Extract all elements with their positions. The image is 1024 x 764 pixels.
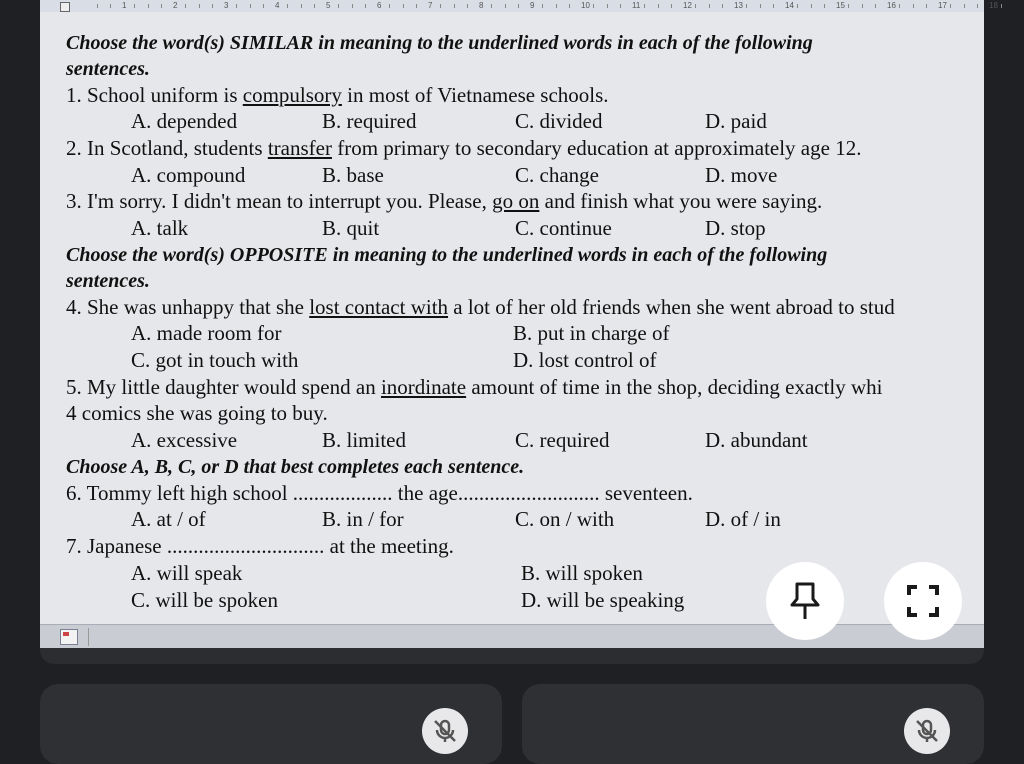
section-heading-opposite: Choose the word(s) OPPOSITE in meaning to the underlined words in each of the following [66, 244, 828, 266]
document-icon[interactable] [60, 629, 78, 645]
ruler-number: 1 [122, 1, 127, 10]
ruler-tick [773, 4, 774, 8]
option-b: B. will spoken [521, 561, 643, 585]
ruler-tick [913, 4, 914, 8]
underlined-word: go on [492, 189, 540, 213]
ruler-tick [1001, 4, 1002, 8]
fullscreen-icon [906, 584, 940, 618]
ruler-tick [263, 4, 264, 8]
ruler-tick [236, 4, 237, 8]
ruler-tick [161, 4, 162, 8]
option-d: D. abundant [705, 428, 808, 452]
ruler-tick [365, 4, 366, 8]
question-text: amount of time in the shop, deciding exactly whi [466, 375, 883, 399]
ruler-tick [899, 4, 900, 8]
pin-icon [788, 581, 822, 621]
indent-marker[interactable] [60, 2, 70, 12]
question-text: 3. I'm sorry. I didn't mean to interrupt you. Please, [66, 189, 493, 213]
ruler-tick [110, 4, 111, 8]
ruler-tick [287, 4, 288, 8]
ruler-tick [950, 4, 951, 8]
question-1 [66, 82, 609, 108]
mic-off-icon [432, 718, 458, 744]
ruler-number: 14 [785, 1, 794, 10]
ruler-tick [250, 4, 251, 8]
ruler-tick [505, 4, 506, 8]
word-status-bar [40, 624, 984, 649]
ruler-tick [352, 4, 353, 8]
ruler-tick [875, 4, 876, 8]
ruler-tick [97, 4, 98, 8]
section-heading-similar-cont: sentences. [66, 58, 150, 80]
pin-button[interactable] [766, 562, 844, 640]
option-c: C. change [515, 163, 599, 187]
ruler-number: 4 [275, 1, 280, 10]
question-text: and finish what you were saying. [539, 189, 823, 213]
ruler-tick [695, 4, 696, 8]
ruler-number: 8 [479, 1, 484, 10]
ruler-number: 7 [428, 1, 433, 10]
ruler-tick [848, 4, 849, 8]
option-a: A. depended [131, 109, 238, 133]
question-2 [66, 135, 861, 161]
ruler-tick [760, 4, 761, 8]
option-d: D. paid [705, 109, 767, 133]
divider [88, 628, 89, 646]
ruler-tick [556, 4, 557, 8]
ruler-tick [518, 4, 519, 8]
ruler-tick [607, 4, 608, 8]
option-d: D. stop [705, 216, 766, 240]
option-a: A. made room for [131, 321, 282, 345]
ruler-tick [709, 4, 710, 8]
ruler-tick [416, 4, 417, 8]
ruler-number: 11 [632, 1, 641, 10]
ruler-number: 18 [989, 1, 998, 10]
participant-tile[interactable] [40, 684, 502, 764]
ruler-number: 5 [326, 1, 331, 10]
question-text: 2. In Scotland, students [66, 136, 268, 160]
option-d: D. lost control of [513, 348, 657, 372]
ruler-tick [199, 4, 200, 8]
option-c: C. continue [515, 216, 612, 240]
ruler-number: 6 [377, 1, 382, 10]
underlined-word: inordinate [380, 375, 467, 399]
mic-off-icon [914, 718, 940, 744]
ruler-tick [491, 4, 492, 8]
ruler-number: 15 [836, 1, 845, 10]
question-text: 5. My little daughter would spend an [66, 375, 381, 399]
question-text: in most of Vietnamese schools. [341, 83, 609, 107]
question-4 [66, 294, 895, 320]
question-text: a lot of her old friends when she went abroad to stud [448, 295, 895, 319]
option-a: A. excessive [131, 428, 238, 452]
ruler-tick [671, 4, 672, 8]
section-heading-similar: Choose the word(s) SIMILAR in meaning to the underlined words in each of the following [66, 32, 813, 54]
option-b: B. required [322, 109, 417, 133]
option-d: D. will be speaking [521, 588, 685, 612]
ruler-tick [824, 4, 825, 8]
ruler-number: 2 [173, 1, 178, 10]
question-5 [66, 374, 883, 400]
ruler-tick [722, 4, 723, 8]
ruler-tick [134, 4, 135, 8]
ruler-number: 17 [938, 1, 947, 10]
shared-screen-frame [40, 648, 984, 664]
document-page [40, 12, 984, 624]
ruler-tick [746, 4, 747, 8]
option-a: A. talk [131, 216, 189, 240]
option-c: C. got in touch with [131, 348, 299, 372]
ruler-tick [569, 4, 570, 8]
option-c: C. on / with [515, 507, 615, 531]
ruler-tick [593, 4, 594, 8]
ruler-tick [454, 4, 455, 8]
section-heading-complete: Choose A, B, C, or D that best completes each sentence. [66, 456, 525, 478]
ruler-number: 3 [224, 1, 229, 10]
option-b: B. base [322, 163, 384, 187]
participant-tile[interactable] [522, 684, 984, 764]
ruler-tick [542, 4, 543, 8]
option-a: A. compound [131, 163, 246, 187]
question-3 [66, 188, 822, 214]
option-b: B. in / for [322, 507, 404, 531]
ruler-tick [620, 4, 621, 8]
option-d: D. of / in [705, 507, 781, 531]
question-text: 4. She was unhappy that she [66, 295, 310, 319]
ruler-tick [811, 4, 812, 8]
ruler-tick [440, 4, 441, 8]
ruler-tick [212, 4, 213, 8]
mic-off-indicator [422, 708, 468, 754]
underlined-word: lost contact with [309, 295, 449, 319]
option-b: B. limited [322, 428, 406, 452]
ruler-tick [862, 4, 863, 8]
question-7: 7. Japanese .............................. at the meeting. [66, 534, 454, 558]
ruler-number: 16 [887, 1, 896, 10]
option-c: C. divided [515, 109, 603, 133]
option-a: A. will speak [131, 561, 243, 585]
section-heading-opposite-cont: sentences. [66, 270, 150, 292]
fullscreen-button[interactable] [884, 562, 962, 640]
question-5-continued: 4 comics she was going to buy. [66, 401, 328, 425]
mic-off-indicator [904, 708, 950, 754]
ruler-tick [301, 4, 302, 8]
option-b: B. put in charge of [513, 321, 670, 345]
ruler-tick [926, 4, 927, 8]
underlined-word: transfer [267, 136, 332, 160]
question-6: 6. Tommy left high school ................... the age........................... seventeen. [66, 481, 693, 505]
ruler-tick [403, 4, 404, 8]
ruler-tick [467, 4, 468, 8]
ruler-number: 13 [734, 1, 743, 10]
ruler-tick [185, 4, 186, 8]
question-text: 1. School uniform is [66, 83, 243, 107]
option-b: B. quit [322, 216, 380, 240]
ruler-tick [797, 4, 798, 8]
ruler-number: 12 [683, 1, 692, 10]
option-c: C. required [515, 428, 610, 452]
question-text: from primary to secondary education at approximately age 12. [331, 136, 862, 160]
ruler-tick [644, 4, 645, 8]
ruler-number: 10 [581, 1, 590, 10]
option-c: C. will be spoken [131, 588, 278, 612]
ruler-tick [148, 4, 149, 8]
ruler-tick [964, 4, 965, 8]
ruler-tick [658, 4, 659, 8]
ruler-tick [389, 4, 390, 8]
ruler-tick [338, 4, 339, 8]
ruler-tick [314, 4, 315, 8]
option-d: D. move [705, 163, 778, 187]
option-a: A. at / of [131, 507, 206, 531]
ruler-tick [977, 4, 978, 8]
underlined-word: compulsory [242, 83, 342, 107]
ruler-number: 9 [530, 1, 535, 10]
